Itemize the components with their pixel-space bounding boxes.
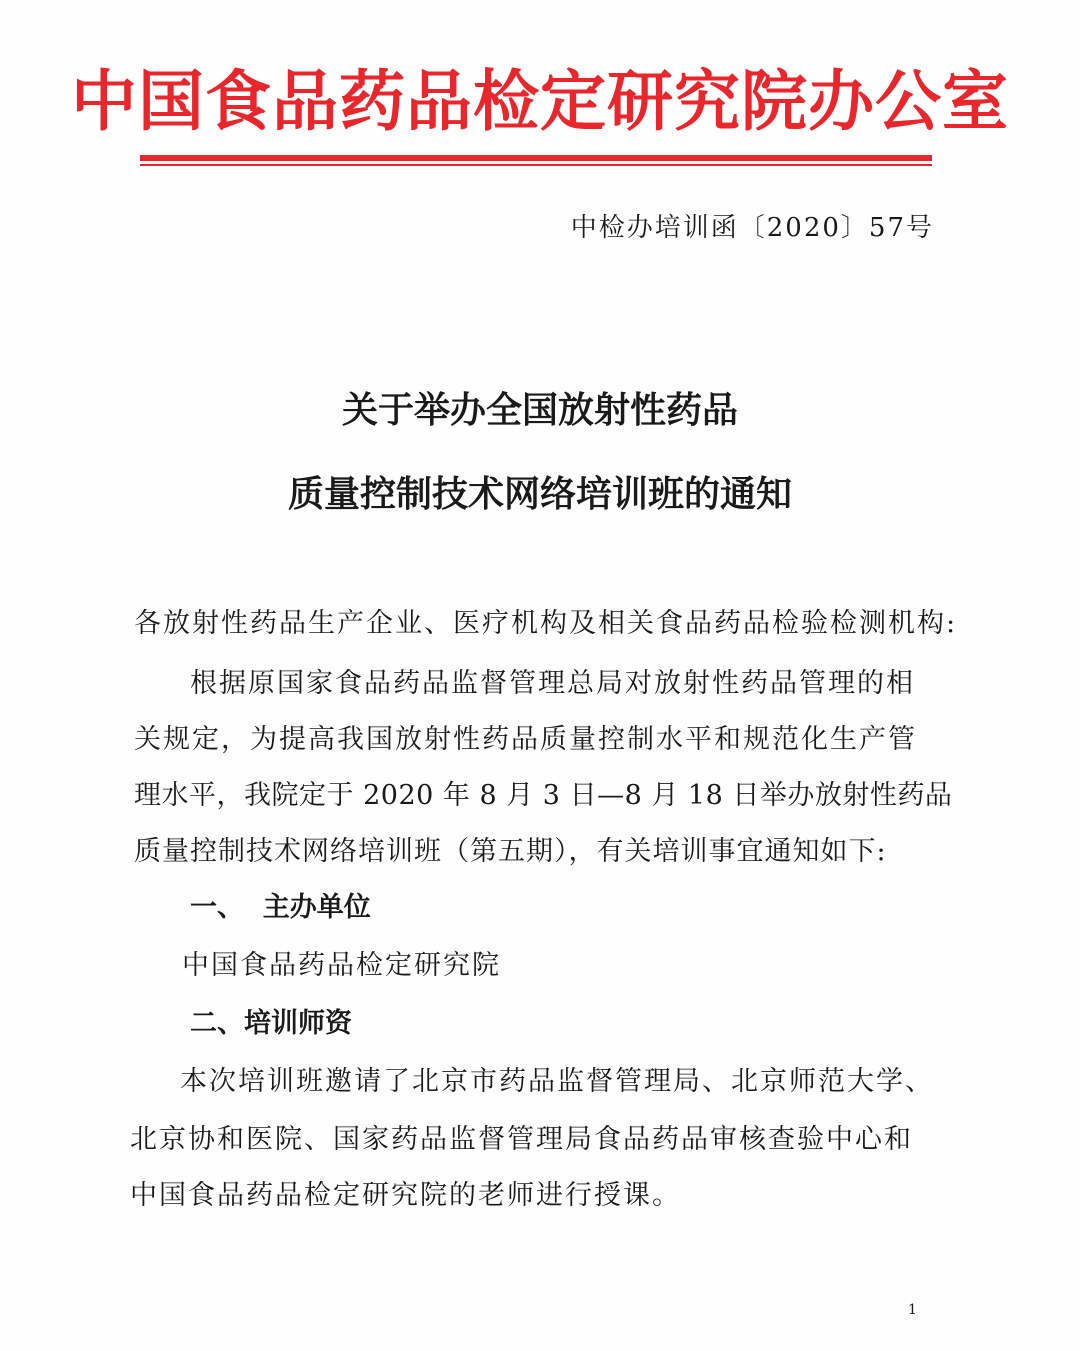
section-2-heading: 二、培训师资 bbox=[190, 1008, 352, 1039]
document-number: 中检办培训函〔2020〕57号 bbox=[570, 213, 934, 243]
masthead-red-rule-thin bbox=[140, 164, 932, 166]
section-1-text: 中国食品药品检定研究院 bbox=[182, 950, 501, 981]
intro-line: 理水平，我院定于 2020 年 8 月 3 日—8 月 18 日举办放射性药品 bbox=[134, 780, 953, 811]
intro-line: 根据原国家食品药品监督管理总局对放射性药品管理的相 bbox=[190, 668, 915, 699]
masthead-org-name: 中国食品药品检定研究院办公室 bbox=[71, 63, 1009, 140]
section-2-line: 中国食品药品检定研究院的老师进行授课。 bbox=[130, 1180, 681, 1211]
addressee: 各放射性药品生产企业、医疗机构及相关食品药品检验检测机构: bbox=[134, 608, 958, 639]
intro-line: 关规定，为提高我国放射性药品质量控制水平和规范化生产管 bbox=[134, 724, 917, 755]
masthead-red-rule bbox=[140, 155, 932, 161]
title-line-1: 关于举办全国放射性药品 bbox=[341, 390, 738, 431]
title-line-2: 质量控制技术网络培训班的通知 bbox=[287, 474, 792, 515]
intro-line: 质量控制技术网络培训班（第五期），有关培训事宜通知如下: bbox=[134, 836, 887, 867]
section-2-line: 北京协和医院、国家药品监督管理局食品药品审核查验中心和 bbox=[130, 1124, 913, 1155]
page-number: 1 bbox=[908, 1302, 917, 1318]
section-2-line: 本次培训班邀请了北京市药品监督管理局、北京师范大学、 bbox=[180, 1066, 934, 1097]
section-1-heading: 一、 主办单位 bbox=[190, 892, 371, 923]
